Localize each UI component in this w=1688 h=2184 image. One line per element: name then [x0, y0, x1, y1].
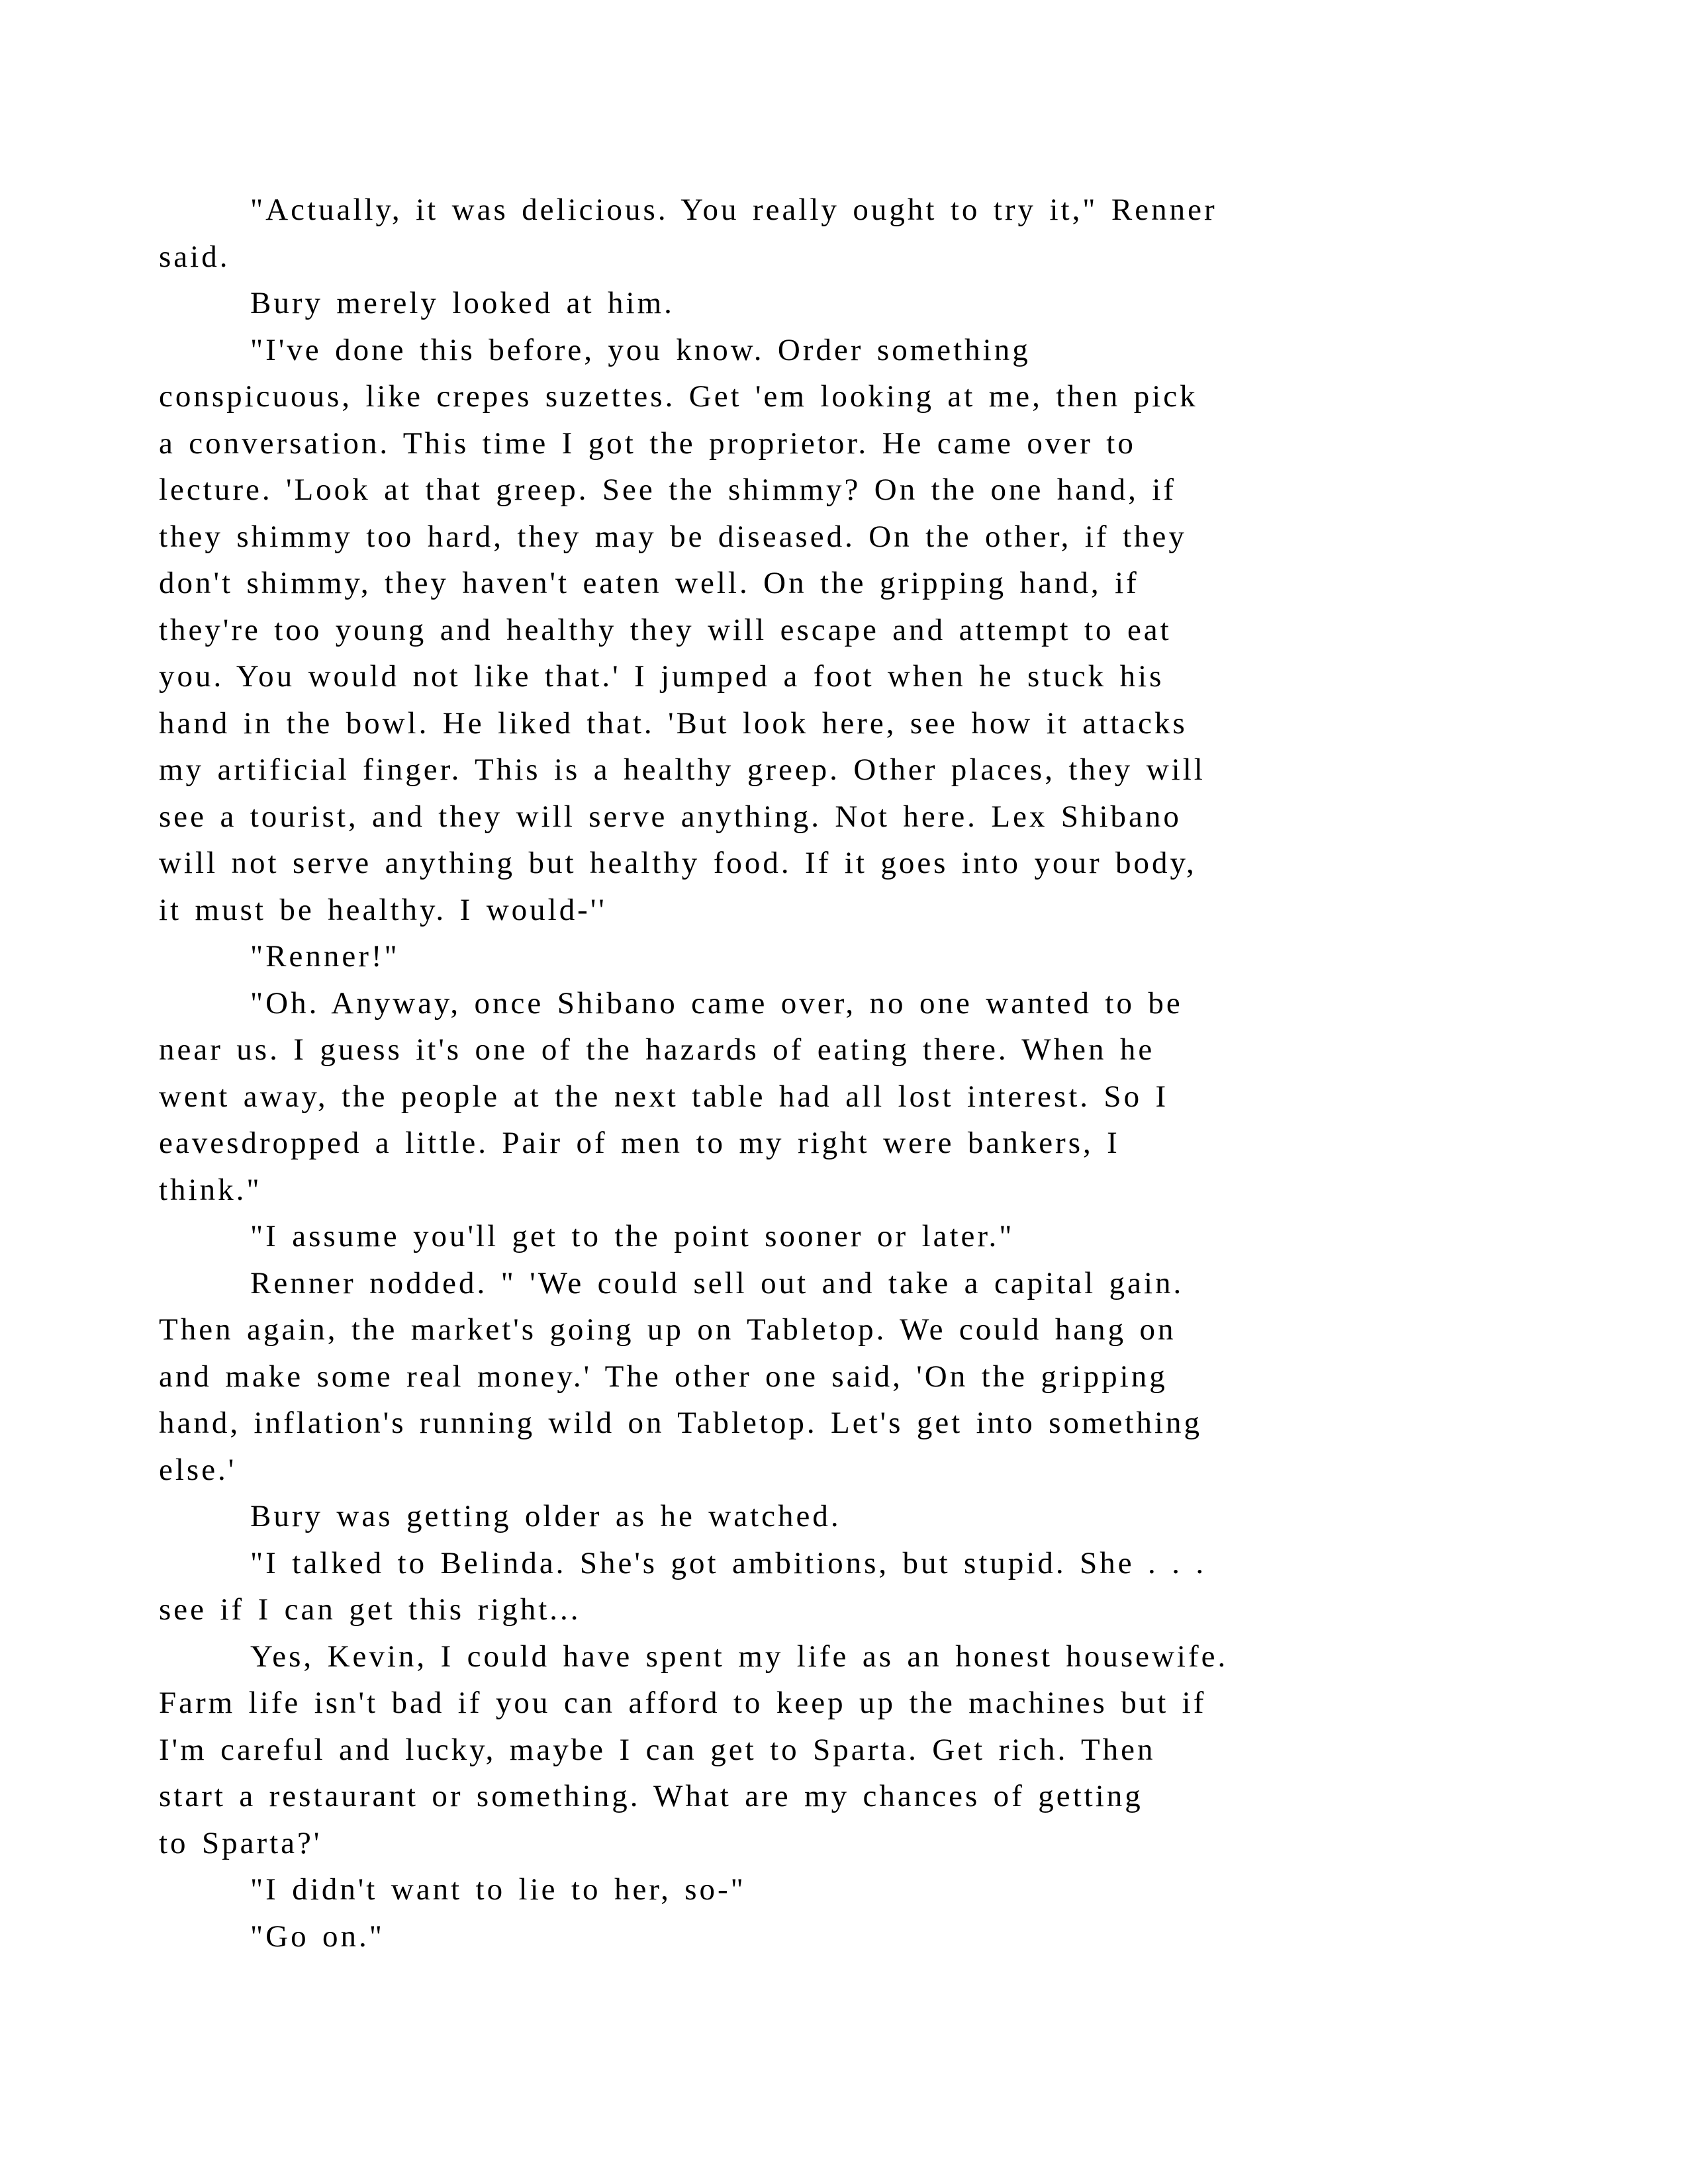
- text-line: a conversation. This time I got the proprietor. He came over to: [159, 426, 1136, 461]
- text-line: and make some real money.' The other one said, 'On the gripping: [159, 1359, 1168, 1394]
- text-line: else.': [159, 1452, 237, 1487]
- text-line: don't shimmy, they haven't eaten well. On the gripping hand, if: [159, 566, 1139, 600]
- text-line: conspicuous, like crepes suzettes. Get 'em looking at me, then pick: [159, 379, 1198, 414]
- text-line: "I didn't want to lie to her, so-": [250, 1872, 746, 1907]
- text-line: will not serve anything but healthy food. If it goes into your body,: [159, 846, 1197, 880]
- text-line: they shimmy too hard, they may be diseased. On the other, if they: [159, 519, 1187, 554]
- text-line: said.: [159, 239, 230, 274]
- text-line: "I've done this before, you know. Order something: [250, 332, 1031, 367]
- text-line: "Go on.": [250, 1919, 385, 1954]
- text-line: "Renner!": [250, 939, 400, 974]
- text-line: see a tourist, and they will serve anything. Not here. Lex Shibano: [159, 799, 1182, 834]
- text-line: hand in the bowl. He liked that. 'But look here, see how it attacks: [159, 705, 1188, 741]
- text-line: start a restaurant or something. What are my chances of getting: [159, 1779, 1143, 1813]
- text-line: they're too young and healthy they will escape and attempt to eat: [159, 612, 1172, 647]
- text-line: Then again, the market's going up on Tabletop. We could hang on: [159, 1312, 1176, 1347]
- text-line: eavesdropped a little. Pair of men to my right were bankers, I: [159, 1126, 1120, 1160]
- text-line: "I talked to Belinda. She's got ambitions, but stupid. She . . .: [250, 1545, 1207, 1580]
- text-line: went away, the people at the next table had all lost interest. So I: [159, 1079, 1169, 1114]
- text-line: "I assume you'll get to the point sooner or later.": [250, 1219, 1015, 1253]
- text-line: see if I can get this right...: [159, 1592, 581, 1627]
- text-line: Farm life isn't bad if you can afford to keep up the machines but if: [159, 1686, 1207, 1720]
- text-line: to Sparta?': [159, 1825, 322, 1860]
- text-line: think.": [159, 1172, 262, 1207]
- text-line: it must be healthy. I would-'': [159, 892, 607, 927]
- text-line: Yes, Kevin, I could have spent my life as an honest housewife.: [250, 1639, 1229, 1674]
- text-line: "Actually, it was delicious. You really ought to try it," Renner: [250, 193, 1217, 227]
- text-line: Renner nodded. " 'We could sell out and take a capital gain.: [250, 1265, 1184, 1300]
- text-line: Bury merely looked at him.: [250, 286, 675, 320]
- text-line: hand, inflation's running wild on Tabletop. Let's get into something: [159, 1406, 1203, 1440]
- text-line: lecture. 'Look at that greep. See the shimmy? On the one hand, if: [159, 473, 1177, 507]
- text-line: I'm careful and lucky, maybe I can get to Sparta. Get rich. Then: [159, 1732, 1156, 1767]
- text-line: my artificial finger. This is a healthy greep. Other places, they will: [159, 752, 1205, 787]
- text-line: Bury was getting older as he watched.: [250, 1499, 841, 1533]
- text-line: you. You would not like that.' I jumped a foot when he stuck his: [159, 659, 1164, 694]
- text-block: [159, 187, 1529, 1960]
- text-line: "Oh. Anyway, once Shibano came over, no one wanted to be: [250, 985, 1183, 1021]
- text-line: near us. I guess it's one of the hazards of eating there. When he: [159, 1032, 1155, 1067]
